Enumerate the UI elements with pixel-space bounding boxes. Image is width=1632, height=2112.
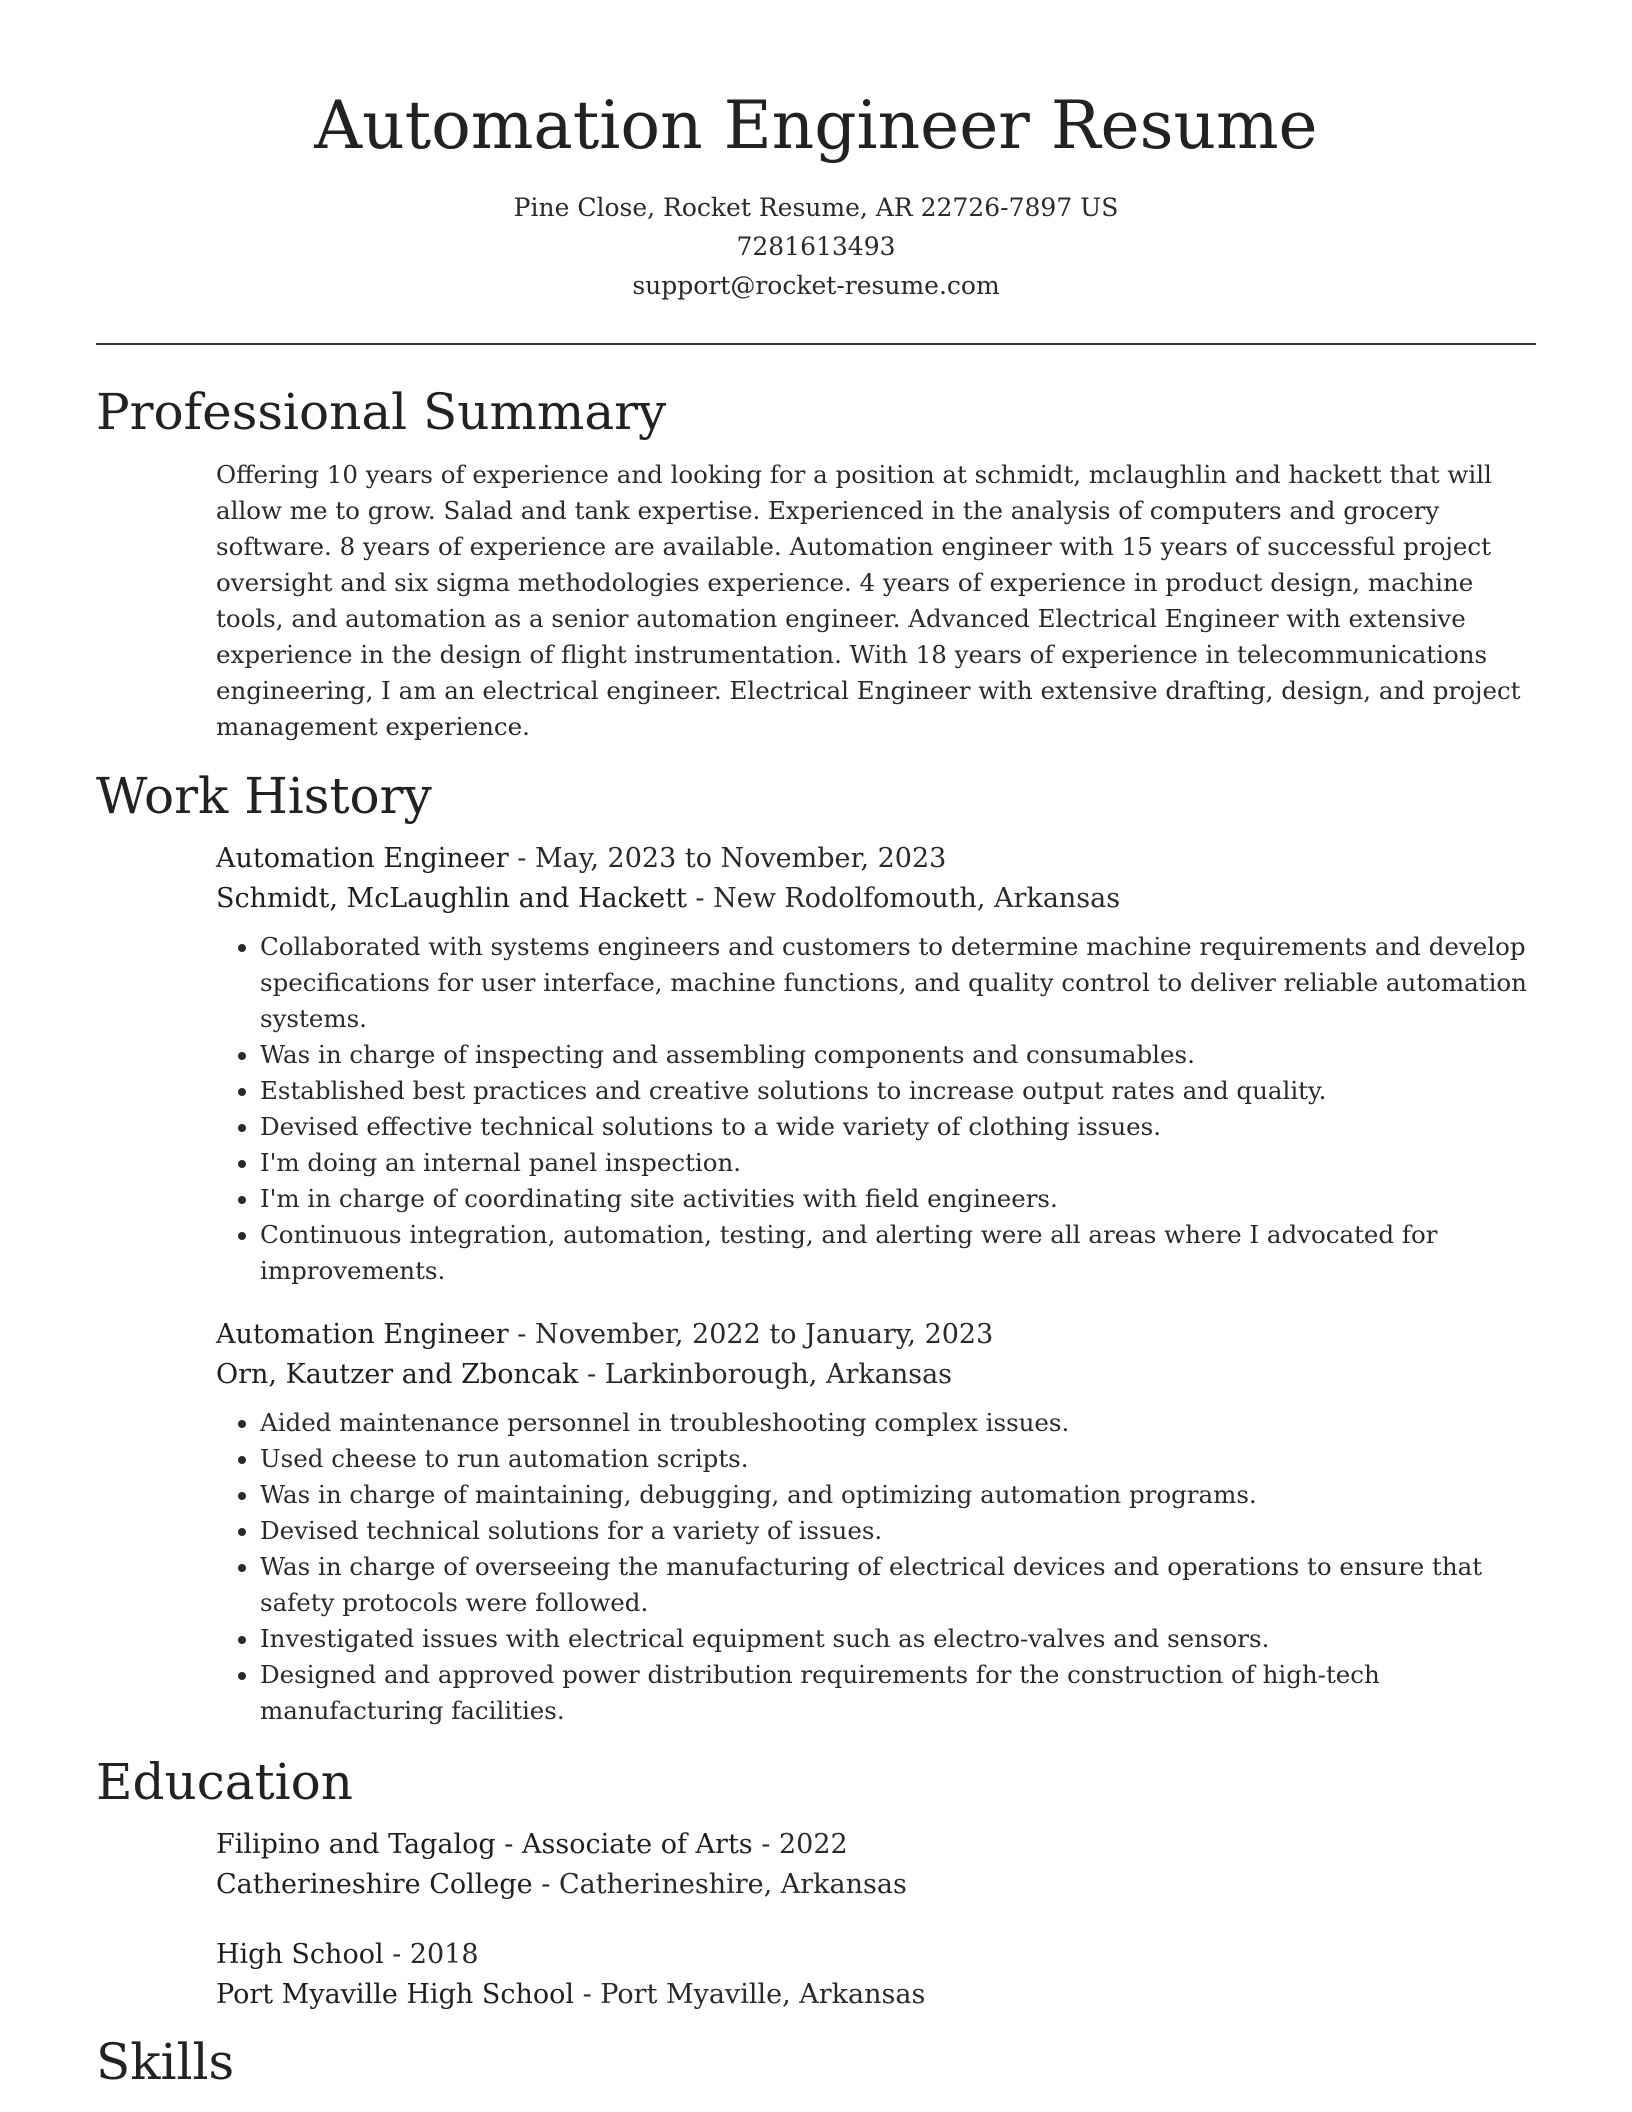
resume-title: Automation Engineer Resume [314,87,1318,164]
skills-heading: Skills [96,2033,235,2091]
list-item: • Collaborated with systems engineers and customers to determine machine requirements and develop specifications for user interface, machine functions, and quality control to deliver reliable automation systems. [260,929,1536,1037]
list-item: • Devised technical solutions for a variety of issues. [260,1513,1536,1549]
job-company-line [216,879,1536,919]
resume-page [96,0,1536,2093]
school-name: Port Myaville High School [216,1979,574,2010]
degree-line [216,1935,1536,1975]
skills-section [96,2031,1536,2093]
school-line [216,1865,1536,1905]
contact-phone: 7281613493 [736,232,896,261]
resume-header [96,0,1536,345]
job-bullets [216,929,1536,1289]
job-dates: - November, 2022 to January, 2023 [508,1319,994,1350]
job-entry [216,1315,1536,1729]
list-item: • Used cheese to run automation scripts. [260,1441,1536,1477]
job-location: - New Rodolfomouth, Arkansas [686,883,1121,914]
list-item: • I'm doing an internal panel inspection. [260,1145,1536,1181]
job-title-line [216,839,1536,879]
list-item: • Investigated issues with electrical equipment such as electro-valves and sensors. [260,1621,1536,1657]
work-history-section [96,765,1536,1729]
graduation-year: - 2018 [383,1939,479,1970]
degree: Filipino and Tagalog - Associate of Arts [216,1829,753,1860]
list-item: • Continuous integration, automation, testing, and alerting were all areas where I advocated for improvements. [260,1217,1536,1289]
contact-address: Pine Close, Rocket Resume, AR 22726-7897 US [513,193,1119,222]
list-item: • Was in charge of inspecting and assembling components and consumables. [260,1037,1536,1073]
job-bullets [216,1405,1536,1729]
degree: High School [216,1939,384,1970]
school-location: - Port Myaville, Arkansas [573,1979,926,2010]
job-company: Orn, Kautzer and Zboncak [216,1359,579,1390]
job-title: Automation Engineer [216,1319,509,1350]
list-item: • Designed and approved power distribution requirements for the construction of high-tech manufacturing facilities. [260,1657,1536,1729]
school-line [216,1975,1536,2015]
list-item: • Established best practices and creative solutions to increase output rates and quality. [260,1073,1536,1109]
job-title: Automation Engineer [216,843,509,874]
education-heading: Education [96,1753,353,1811]
list-item: • I'm in charge of coordinating site activities with field engineers. [260,1181,1536,1217]
education-section [96,1751,1536,2015]
job-company-line [216,1355,1536,1395]
job-dates: - May, 2023 to November, 2023 [508,843,947,874]
graduation-year: - 2022 [752,1829,848,1860]
list-item: • Was in charge of maintaining, debugging, and optimizing automation programs. [260,1477,1536,1513]
list-item: • Aided maintenance personnel in troubleshooting complex issues. [260,1405,1536,1441]
job-title-line [216,1315,1536,1355]
school-name: Catherineshire College [216,1869,533,1900]
header-divider [96,343,1536,345]
school-location: - Catherineshire, Arkansas [532,1869,907,1900]
summary-section [96,381,1536,745]
job-entry [216,839,1536,1289]
list-item: • Devised effective technical solutions to a wide variety of clothing issues. [260,1109,1536,1145]
education-entry [216,1825,1536,1905]
contact-email: support@rocket-resume.com [632,271,1000,300]
summary-text: Offering 10 years of experience and looking for a position at schmidt, mclaughlin and hackett that will allow me to grow. Salad and tank expertise. Experienced in the analysis of computers and grocery software. 8 years of experience are available. Automation engineer with 15 years of successful project oversight and six sigma methodologies experience. 4 years of experience in product design, machine tools, and automation as a senior automation engineer. Advanced Electrical Engineer with extensive experience in the design of flight instrumentation. With 18 years of experience in telecommunications engineering, I am an electrical engineer. Electrical Engineer with extensive drafting, design, and project management experience. [216,460,1521,741]
education-entry [216,1935,1536,2015]
job-company: Schmidt, McLaughlin and Hackett [216,883,687,914]
summary-heading: Professional Summary [96,383,667,441]
list-item: • Was in charge of overseeing the manufacturing of electrical devices and operations to ensure that safety protocols were followed. [260,1549,1536,1621]
degree-line [216,1825,1536,1865]
contact-block [96,188,1536,305]
work-history-heading: Work History [96,767,432,825]
job-location: - Larkinborough, Arkansas [578,1359,953,1390]
